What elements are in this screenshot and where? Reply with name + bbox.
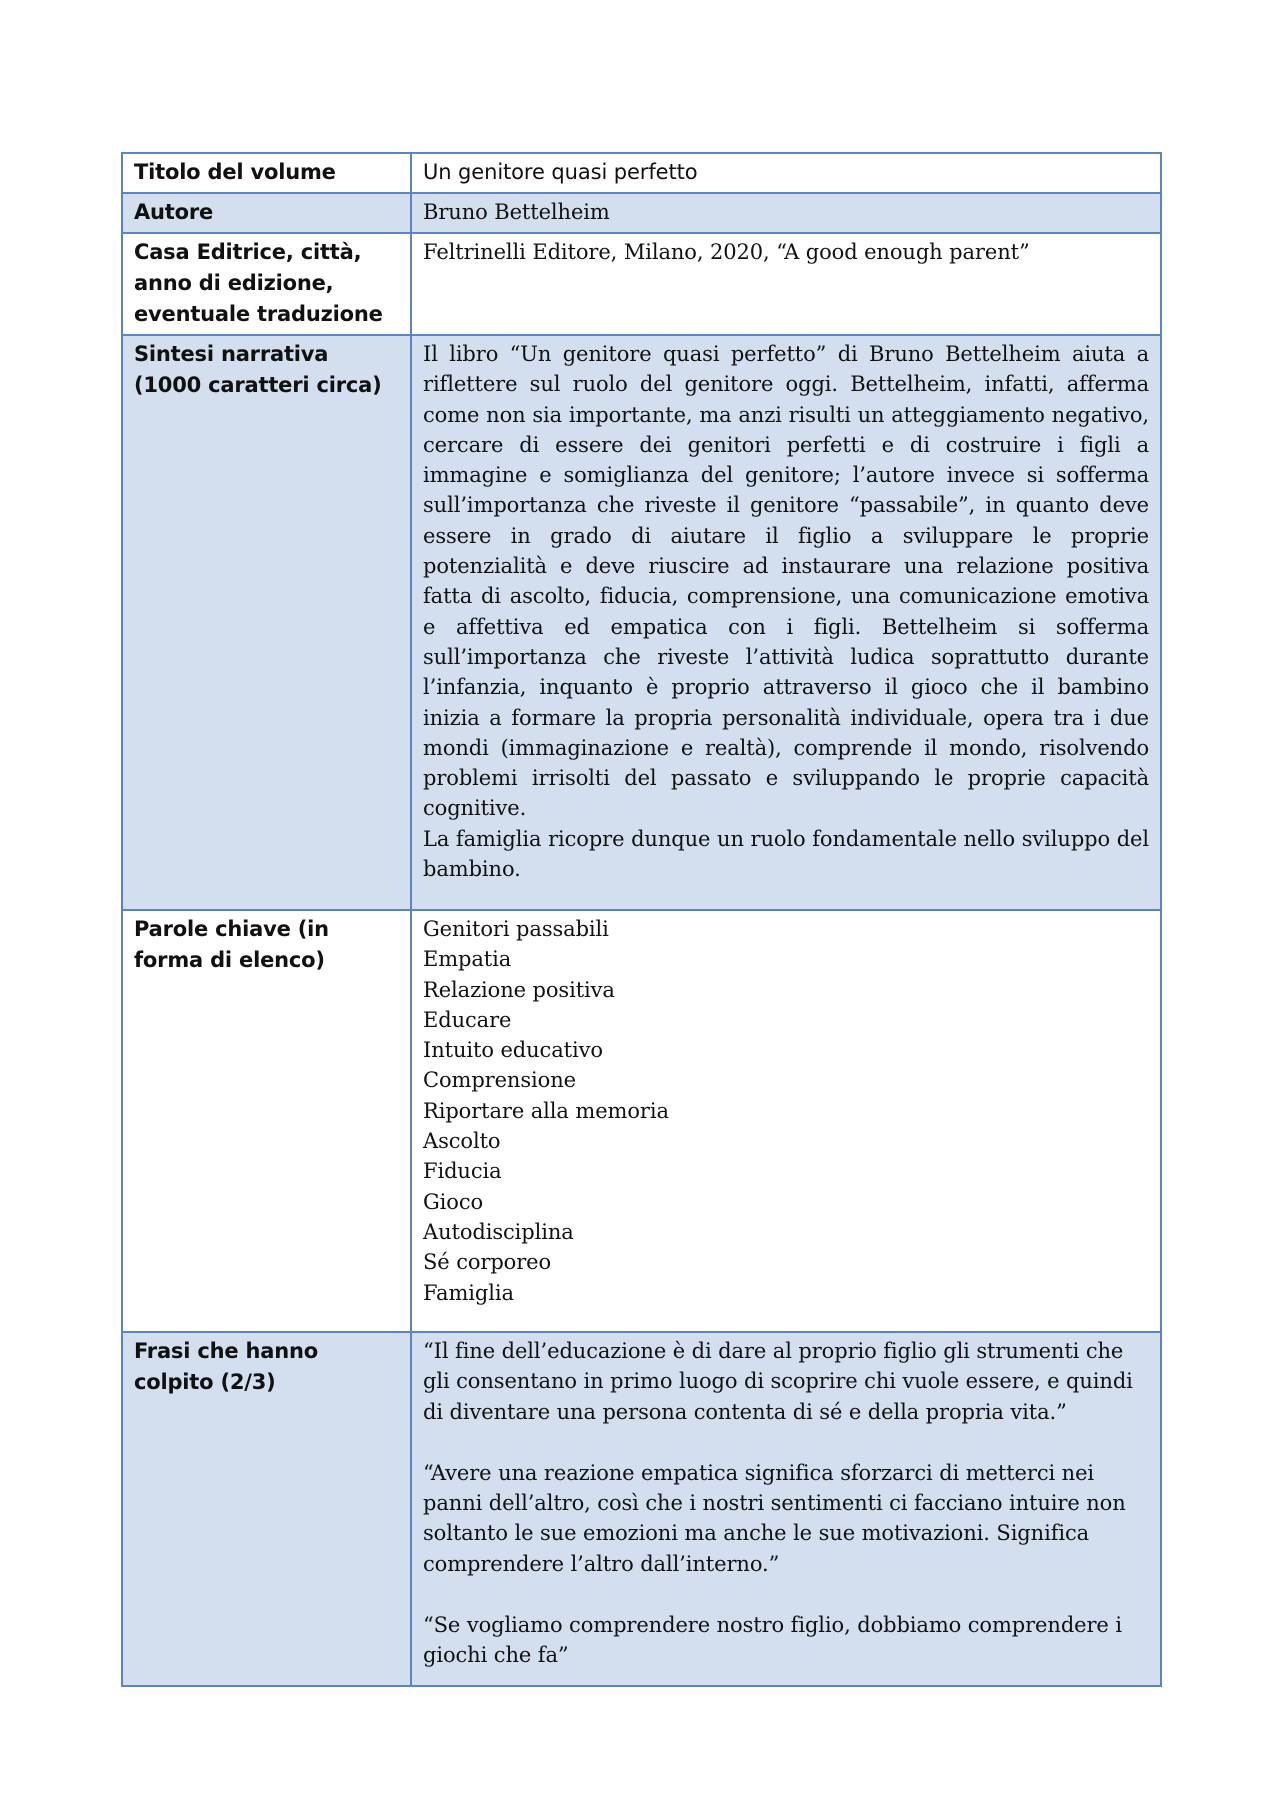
keyword-item: Comprensione: [423, 1068, 576, 1093]
quote-item: “Il fine dell’educazione è di dare al proprio figlio gli strumenti che gli consentano in primo luogo di scoprire chi vuole essere, e quindi di diventare una persona contenta di sé e della propria vita.”: [423, 1339, 1133, 1424]
quote-item: “Avere una reazione empatica significa sforzarci di metterci nei panni dell’altro, così che i nostri sentimenti ci facciano intuire non soltanto le sue emozioni ma anche le sue motivazioni. Significa comprendere l’altro dall’interno.”: [423, 1460, 1126, 1576]
keywords-label: Parole chiave (in forma di elenco): [122, 910, 411, 1332]
keyword-item: Ascolto: [423, 1129, 501, 1154]
publisher-value: Feltrinelli Editore, Milano, 2020, “A good enough parent”: [411, 233, 1161, 335]
author-label: Autore: [122, 193, 411, 233]
keyword-item: Gioco: [423, 1189, 484, 1214]
quote-item: “Se vogliamo comprendere nostro figlio, dobbiamo comprendere i giochi che fa”: [423, 1613, 1122, 1668]
title-label: Titolo del volume: [122, 153, 411, 193]
synopsis-paragraph: La famiglia ricopre dunque un ruolo fondamentale nello sviluppo del bambino.: [423, 826, 1149, 882]
keyword-item: Riportare alla memoria: [423, 1098, 669, 1123]
table-row-author: [122, 193, 1161, 233]
quotes-list: [411, 1332, 1161, 1686]
keyword-item: Genitori passabili: [423, 917, 609, 941]
keyword-item: Empatia: [423, 947, 512, 972]
keyword-item: Fiducia: [423, 1159, 502, 1184]
keyword-item: Educare: [423, 1007, 512, 1032]
table-row-title: [122, 153, 1161, 193]
keyword-item: Intuito educativo: [423, 1038, 603, 1063]
table-row-publisher: [122, 233, 1161, 335]
keyword-item: Sé corporeo: [423, 1250, 552, 1275]
synopsis-paragraph: Il libro “Un genitore quasi perfetto” di Bruno Bettelheim aiuta a riflettere sul ruolo del genitore oggi. Bettelheim, infatti, afferma come non sia importante, ma anzi risulti un atteggiamento negativo, cercare di essere dei genitori perfetti e di costruire i figli a immagine e somiglianza del genitore; l’autore invece si sofferma sull’importanza che riveste il genitore “passabile”, in quanto deve essere in grado di aiutare il figlio a sviluppare le proprie potenzialità e deve riuscire ad instaurare una relazione positiva fatta di ascolto, fiducia, comprensione, una comunicazione emotiva e affettiva ed empatica con i figli. Bettelheim si sofferma sull’importanza che riveste l’attività ludica soprattutto durante l’infanzia, inquanto è proprio attraverso il gioco che il bambino inizia a formare la propria personalità individuale, opera tra i due mondi (immaginazione e realtà), comprende il mondo, risolvendo problemi irrisolti del passato e sviluppando le proprie capacità cognitive.: [423, 342, 1149, 821]
keyword-item: Famiglia: [423, 1280, 514, 1305]
table-row-quotes: [122, 1332, 1161, 1686]
publisher-label: Casa Editrice, città, anno di edizione, eventuale traduzione: [122, 233, 411, 335]
keyword-item: Autodisciplina: [423, 1219, 574, 1244]
keywords-list: [411, 910, 1161, 1332]
table-row-synopsis: [122, 335, 1161, 910]
synopsis-value: [411, 335, 1161, 910]
author-value: Bruno Bettelheim: [411, 193, 1161, 233]
table-row-keywords: [122, 910, 1161, 1332]
book-report-table: [121, 152, 1162, 1687]
synopsis-label: Sintesi narrativa (1000 caratteri circa): [122, 335, 411, 910]
quotes-label: Frasi che hanno colpito (2/3): [122, 1332, 411, 1686]
title-value: Un genitore quasi perfetto: [411, 153, 1161, 193]
keyword-item: Relazione positiva: [423, 977, 615, 1002]
